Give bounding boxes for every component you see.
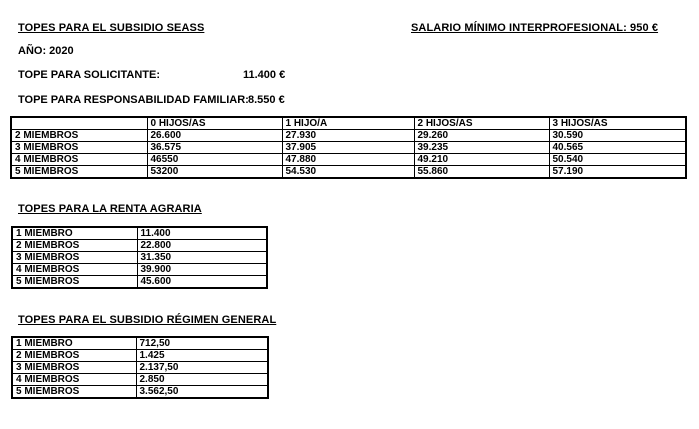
cell-value: 39.235 xyxy=(414,142,549,154)
row-label: 4 MIEMBROS xyxy=(12,264,137,276)
row-label: 3 MIEMBROS xyxy=(12,362,136,374)
row-label: 2 MIEMBROS xyxy=(12,350,136,362)
header-cell: 3 HIJOS/AS xyxy=(549,117,686,130)
year-line: AÑO: 2020 xyxy=(18,45,74,57)
tope-solicitante-value: 11.400 € xyxy=(243,69,286,81)
cell-value: 26.600 xyxy=(147,130,282,142)
seass-table xyxy=(10,116,687,179)
row-label: 1 MIEMBRO xyxy=(12,227,137,240)
row-label: 2 MIEMBROS xyxy=(12,240,137,252)
table-row xyxy=(11,142,686,154)
row-label: 3 MIEMBROS xyxy=(12,252,137,264)
cell-value: 22.800 xyxy=(137,240,267,252)
cell-value: 3.562,50 xyxy=(136,386,268,399)
table-row xyxy=(11,130,686,142)
cell-value: 36.575 xyxy=(147,142,282,154)
seass-section-title: TOPES PARA EL SUBSIDIO SEASS xyxy=(18,22,205,34)
table-row xyxy=(12,252,267,264)
cell-value: 54.530 xyxy=(282,166,414,179)
row-label: 2 MIEMBROS xyxy=(11,130,147,142)
cell-value: 2.850 xyxy=(136,374,268,386)
cell-value: 50.540 xyxy=(549,154,686,166)
table-row xyxy=(12,227,267,240)
header-cell: 2 HIJOS/AS xyxy=(414,117,549,130)
table-row xyxy=(12,386,268,399)
table-row xyxy=(12,264,267,276)
salario-minimo-title: SALARIO MÍNIMO INTERPROFESIONAL: 950 € xyxy=(411,22,659,34)
cell-value: 57.190 xyxy=(549,166,686,179)
cell-value: 37.905 xyxy=(282,142,414,154)
table-row xyxy=(11,154,686,166)
table-row xyxy=(12,374,268,386)
table-row xyxy=(12,362,268,374)
renta-agraria-table xyxy=(11,226,268,289)
tope-familiar-label: TOPE PARA RESPONSABILIDAD FAMILIAR: xyxy=(18,94,249,106)
header-cell-empty xyxy=(11,117,147,130)
regimen-general-title: TOPES PARA EL SUBSIDIO RÉGIMEN GENERAL xyxy=(18,314,277,326)
table-row xyxy=(12,240,267,252)
cell-value: 47.880 xyxy=(282,154,414,166)
cell-value: 55.860 xyxy=(414,166,549,179)
row-label: 5 MIEMBROS xyxy=(12,276,137,289)
cell-value: 40.565 xyxy=(549,142,686,154)
cell-value: 712,50 xyxy=(136,337,268,350)
header-cell: 1 HIJO/A xyxy=(282,117,414,130)
cell-value: 31.350 xyxy=(137,252,267,264)
table-row xyxy=(11,166,686,179)
cell-value: 49.210 xyxy=(414,154,549,166)
table-row xyxy=(12,350,268,362)
cell-value: 30.590 xyxy=(549,130,686,142)
row-label: 1 MIEMBRO xyxy=(12,337,136,350)
row-label: 4 MIEMBROS xyxy=(11,154,147,166)
cell-value: 11.400 xyxy=(137,227,267,240)
cell-value: 46550 xyxy=(147,154,282,166)
table-row xyxy=(12,337,268,350)
cell-value: 45.600 xyxy=(137,276,267,289)
header-cell: 0 HIJOS/AS xyxy=(147,117,282,130)
table-row xyxy=(12,276,267,289)
cell-value: 27.930 xyxy=(282,130,414,142)
cell-value: 53200 xyxy=(147,166,282,179)
tope-familiar-value: 8.550 € xyxy=(248,94,285,106)
renta-agraria-title: TOPES PARA LA RENTA AGRARIA xyxy=(18,203,202,215)
regimen-general-table xyxy=(11,336,269,399)
cell-value: 2.137,50 xyxy=(136,362,268,374)
cell-value: 29.260 xyxy=(414,130,549,142)
row-label: 3 MIEMBROS xyxy=(11,142,147,154)
tope-solicitante-label: TOPE PARA SOLICITANTE: xyxy=(18,69,160,81)
row-label: 5 MIEMBROS xyxy=(12,386,136,399)
table-header-row xyxy=(11,117,686,130)
row-label: 5 MIEMBROS xyxy=(11,166,147,179)
cell-value: 39.900 xyxy=(137,264,267,276)
row-label: 4 MIEMBROS xyxy=(12,374,136,386)
cell-value: 1.425 xyxy=(136,350,268,362)
